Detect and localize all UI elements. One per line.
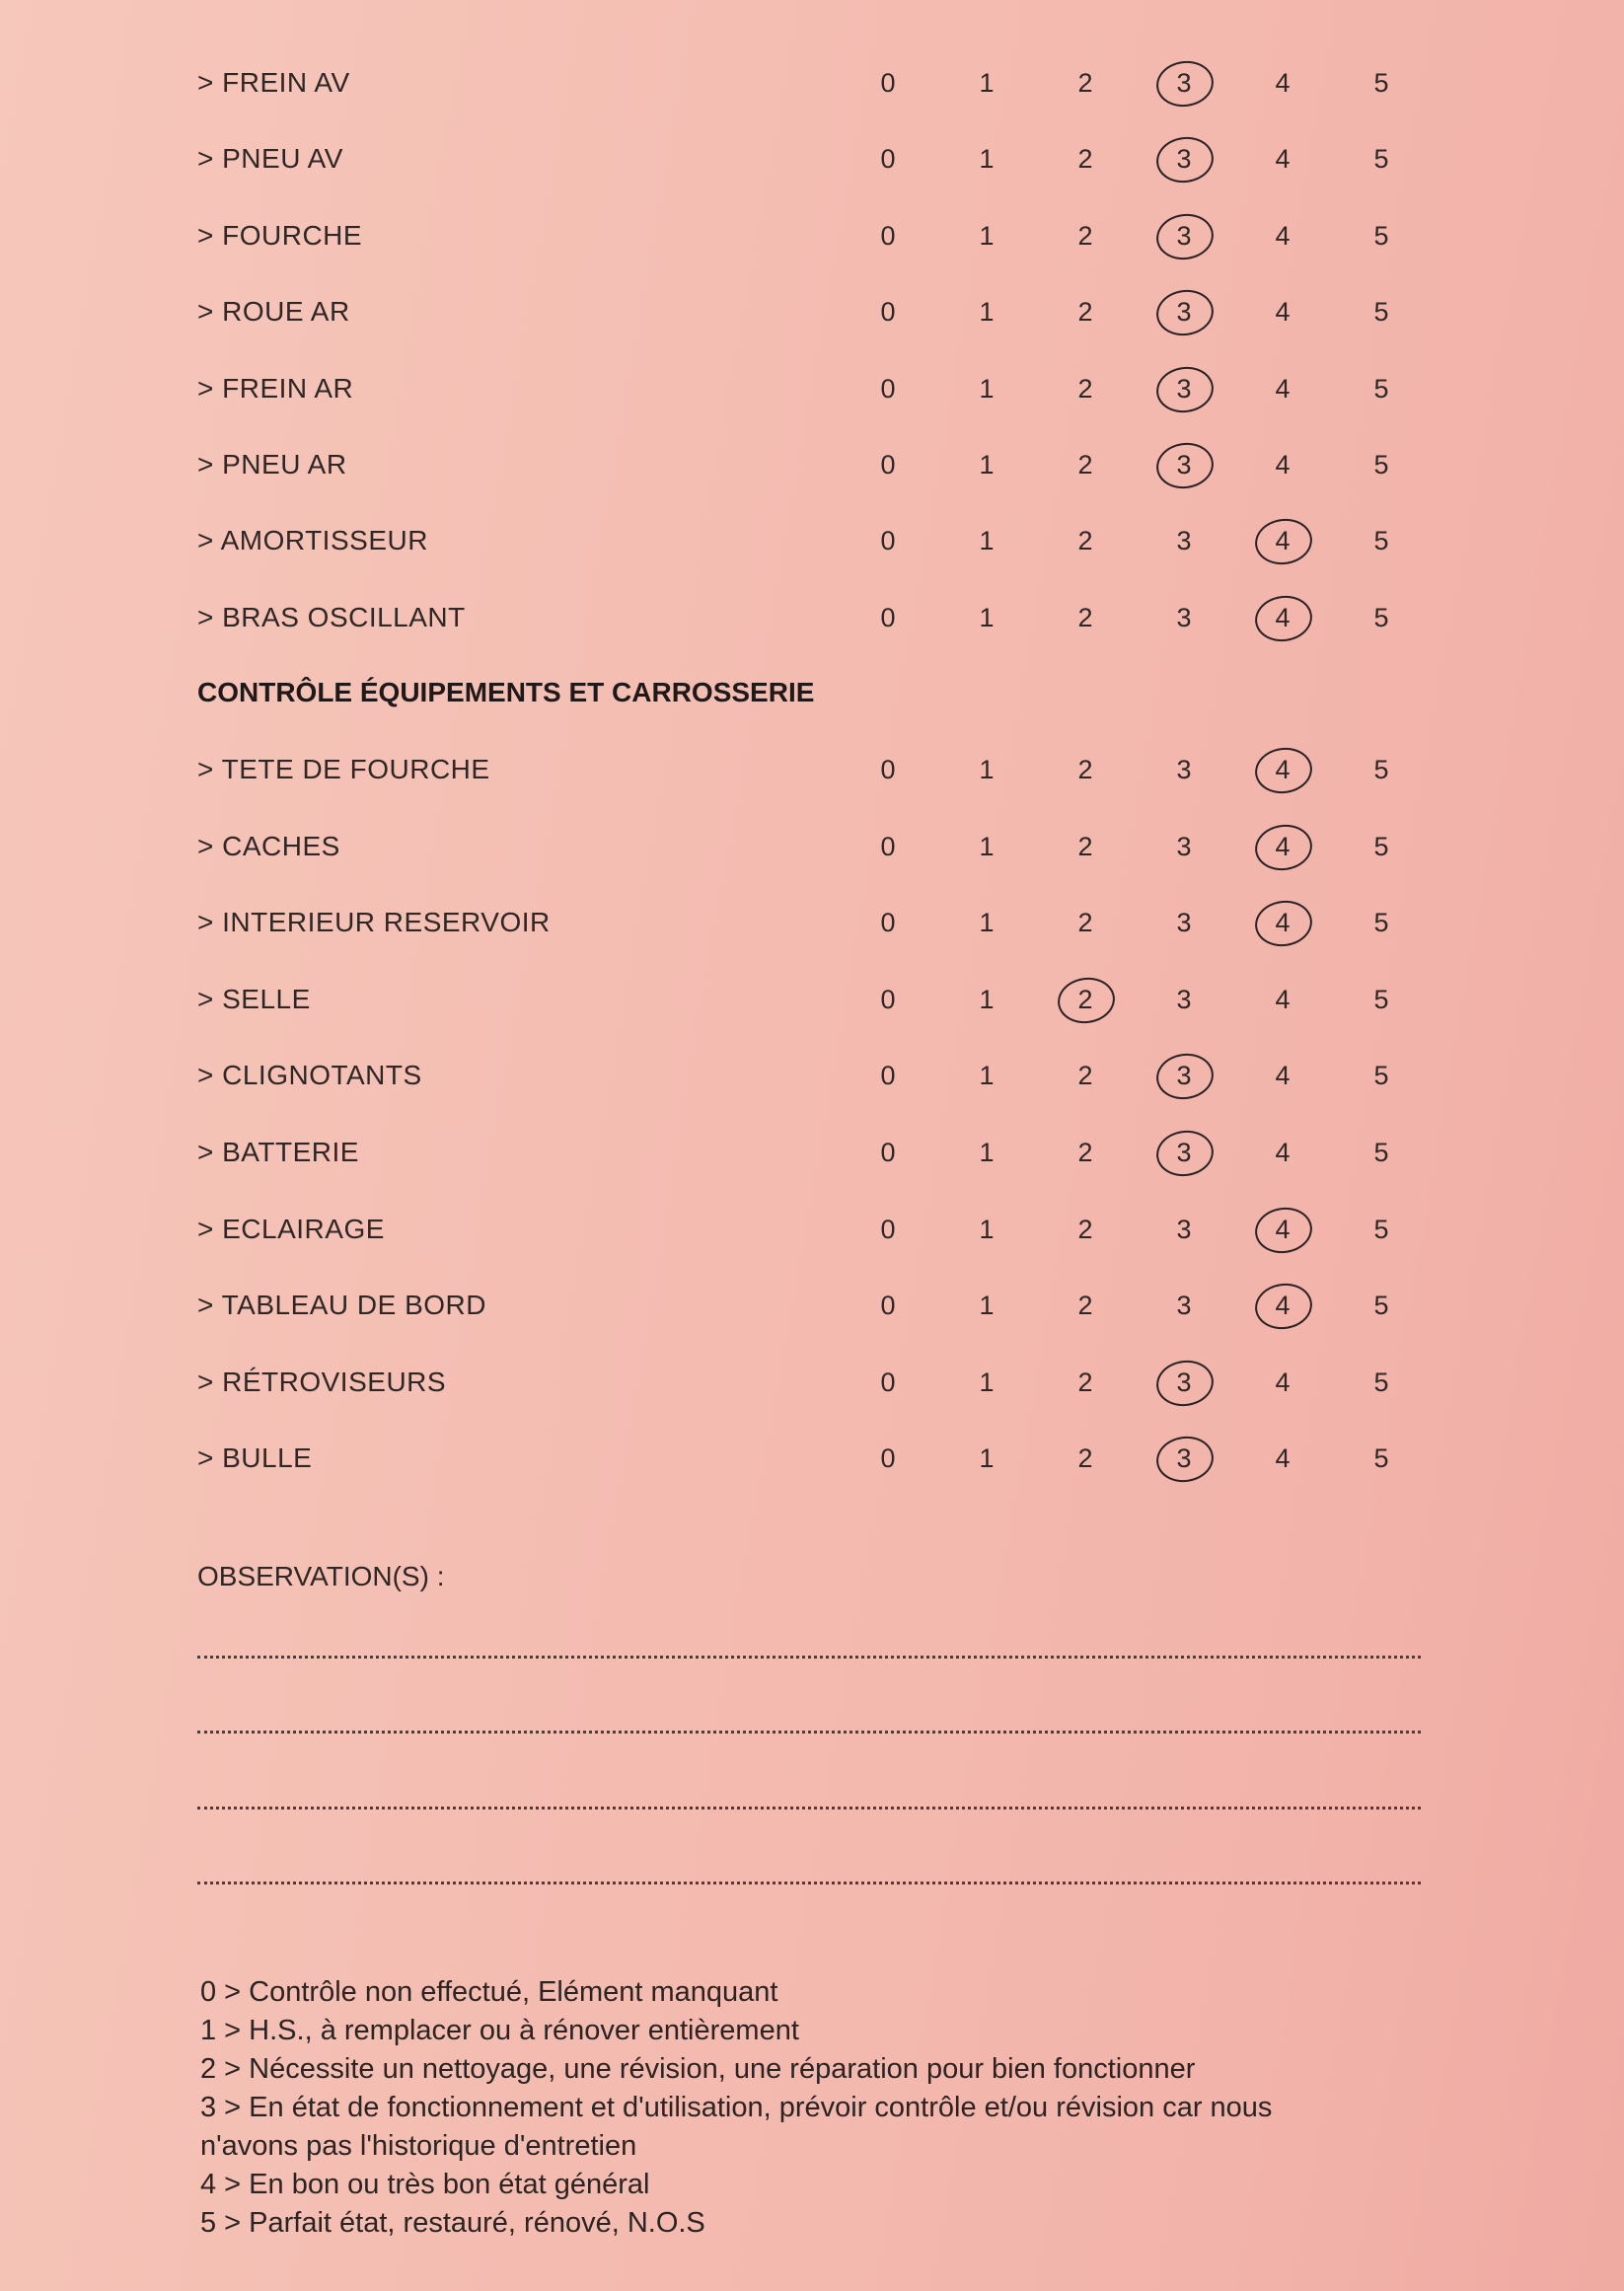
score-option[interactable]: 1 bbox=[979, 984, 995, 1014]
score-option[interactable]: 0 bbox=[880, 1291, 896, 1321]
legend-line-0: 0 > Contrôle non effectué, Elément manquant bbox=[200, 1976, 778, 2008]
score-option[interactable]: 3 bbox=[1176, 1214, 1192, 1244]
score-option[interactable]: 0 bbox=[880, 373, 896, 404]
rating-row bbox=[197, 53, 1440, 112]
rating-row bbox=[197, 893, 1440, 952]
score-option[interactable]: 0 bbox=[880, 1443, 896, 1474]
score-option[interactable]: 3 bbox=[1176, 526, 1192, 556]
score-option[interactable]: 0 bbox=[880, 1214, 896, 1244]
score-option[interactable]: 1 bbox=[979, 1061, 995, 1091]
rating-row-label: > FOURCHE bbox=[197, 219, 363, 251]
rating-row bbox=[197, 359, 1440, 418]
score-option[interactable]: 3 bbox=[1176, 755, 1192, 784]
rating-row bbox=[197, 435, 1440, 494]
score-option[interactable]: 0 bbox=[880, 1367, 896, 1397]
rating-row-label: > INTERIEUR RESERVOIR bbox=[197, 907, 551, 938]
score-option[interactable]: 5 bbox=[1373, 450, 1389, 480]
score-option[interactable]: 5 bbox=[1373, 1214, 1389, 1244]
score-option[interactable]: 1 bbox=[979, 526, 995, 556]
rating-row-label: > FREIN AR bbox=[197, 372, 354, 404]
score-option[interactable]: 5 bbox=[1373, 526, 1389, 556]
score-option-selected[interactable]: 4 bbox=[1253, 740, 1312, 799]
rating-row-label: > TABLEAU DE BORD bbox=[197, 1290, 486, 1321]
score-option-selected[interactable]: 3 bbox=[1154, 282, 1214, 341]
score-option[interactable]: 5 bbox=[1373, 984, 1389, 1014]
score-option[interactable]: 4 bbox=[1275, 297, 1291, 328]
score-option[interactable]: 0 bbox=[880, 526, 896, 556]
score-option[interactable]: 0 bbox=[880, 831, 896, 861]
score-option[interactable]: 2 bbox=[1077, 602, 1093, 632]
score-option[interactable]: 4 bbox=[1275, 1138, 1291, 1167]
observation-line-1[interactable] bbox=[197, 1656, 1421, 1659]
rating-row-label: > AMORTISSEUR bbox=[197, 525, 428, 556]
score-option[interactable]: 5 bbox=[1373, 1367, 1389, 1397]
score-option[interactable]: 5 bbox=[1373, 755, 1389, 784]
score-option[interactable]: 1 bbox=[979, 297, 995, 328]
score-option[interactable]: 5 bbox=[1373, 908, 1389, 938]
score-option[interactable]: 2 bbox=[1077, 373, 1093, 404]
observation-line-3[interactable] bbox=[197, 1807, 1421, 1810]
score-option[interactable]: 5 bbox=[1373, 1061, 1389, 1091]
score-option[interactable]: 1 bbox=[979, 373, 995, 404]
score-option[interactable]: 4 bbox=[1275, 984, 1291, 1014]
score-option[interactable]: 1 bbox=[979, 755, 995, 784]
legend-line-2: 2 > Nécessite un nettoyage, une révision, une réparation pour bien fonctionner bbox=[200, 2053, 1196, 2085]
score-option[interactable]: 1 bbox=[979, 1214, 995, 1244]
score-option-selected[interactable]: 3 bbox=[1154, 1046, 1214, 1105]
rating-row-label: > RÉTROVISEURS bbox=[197, 1366, 447, 1397]
score-option[interactable]: 0 bbox=[880, 220, 896, 251]
score-option[interactable]: 4 bbox=[1275, 373, 1291, 404]
rating-row-label: > FREIN AV bbox=[197, 67, 350, 98]
rating-row bbox=[197, 1429, 1440, 1488]
score-option[interactable]: 5 bbox=[1373, 1291, 1389, 1321]
legend-line-5: 5 > Parfait état, restauré, rénové, N.O.S bbox=[200, 2207, 705, 2239]
score-option[interactable]: 1 bbox=[979, 908, 995, 938]
legend-line-1: 1 > H.S., à remplacer ou à rénover entièrement bbox=[200, 2015, 799, 2046]
score-option[interactable]: 4 bbox=[1275, 68, 1291, 98]
observation-line-2[interactable] bbox=[197, 1731, 1421, 1734]
score-option[interactable]: 2 bbox=[1077, 68, 1093, 98]
score-option[interactable]: 5 bbox=[1373, 297, 1389, 328]
score-option[interactable]: 1 bbox=[979, 144, 995, 175]
rating-row bbox=[197, 970, 1440, 1029]
score-option[interactable]: 2 bbox=[1077, 450, 1093, 480]
score-option[interactable]: 5 bbox=[1373, 68, 1389, 98]
legend-line-3: 3 > En état de fonctionnement et d'utilisation, prévoir contrôle et/ou révision car nous bbox=[200, 2092, 1273, 2123]
score-option-selected[interactable]: 3 bbox=[1154, 129, 1214, 188]
rating-row-label: > TETE DE FOURCHE bbox=[197, 754, 490, 784]
rating-legend bbox=[200, 1973, 1434, 2243]
score-option[interactable]: 0 bbox=[880, 297, 896, 328]
rating-row-label: > ROUE AR bbox=[197, 296, 350, 328]
score-option[interactable]: 0 bbox=[880, 908, 896, 938]
rating-row bbox=[197, 817, 1440, 876]
score-option[interactable]: 2 bbox=[1077, 144, 1093, 175]
rating-row-label: > ECLAIRAGE bbox=[197, 1213, 385, 1244]
score-option[interactable]: 2 bbox=[1077, 220, 1093, 251]
score-option-selected[interactable]: 4 bbox=[1253, 511, 1312, 570]
score-option-selected[interactable]: 3 bbox=[1154, 359, 1214, 418]
observations-title: OBSERVATION(S) : bbox=[197, 1561, 445, 1591]
rating-row-label: > BULLE bbox=[197, 1442, 313, 1474]
score-option[interactable]: 4 bbox=[1275, 1443, 1291, 1474]
score-option[interactable]: 3 bbox=[1176, 602, 1192, 632]
score-option[interactable]: 2 bbox=[1077, 297, 1093, 328]
rating-row bbox=[197, 1200, 1440, 1259]
score-option[interactable]: 3 bbox=[1176, 831, 1192, 861]
score-option[interactable]: 1 bbox=[979, 1443, 995, 1474]
score-option[interactable]: 2 bbox=[1077, 755, 1093, 784]
rating-row-label: > BRAS OSCILLANT bbox=[197, 601, 466, 632]
score-option[interactable]: 3 bbox=[1176, 908, 1192, 938]
rating-row bbox=[197, 129, 1440, 188]
score-option[interactable]: 1 bbox=[979, 450, 995, 480]
section-title-equipements: CONTRÔLE ÉQUIPEMENTS ET CARROSSERIE bbox=[197, 677, 815, 707]
score-option[interactable]: 1 bbox=[979, 602, 995, 632]
score-option[interactable]: 2 bbox=[1077, 1138, 1093, 1167]
score-option[interactable]: 4 bbox=[1275, 1367, 1291, 1397]
rating-row bbox=[197, 206, 1440, 265]
score-option[interactable]: 4 bbox=[1275, 144, 1291, 175]
score-option[interactable]: 0 bbox=[880, 755, 896, 784]
rating-row-label: > PNEU AV bbox=[197, 143, 343, 175]
score-option[interactable]: 4 bbox=[1275, 1061, 1291, 1091]
score-option[interactable]: 0 bbox=[880, 984, 896, 1014]
score-option[interactable]: 1 bbox=[979, 1367, 995, 1397]
score-option[interactable]: 3 bbox=[1176, 984, 1192, 1014]
score-option[interactable]: 2 bbox=[1077, 1291, 1093, 1321]
rating-row bbox=[197, 282, 1440, 341]
score-option[interactable]: 2 bbox=[1077, 1443, 1093, 1474]
rating-row bbox=[197, 1123, 1440, 1182]
rating-row bbox=[197, 1046, 1440, 1105]
score-option[interactable]: 4 bbox=[1275, 450, 1291, 480]
rating-row bbox=[197, 1353, 1440, 1412]
score-option[interactable]: 5 bbox=[1373, 144, 1389, 175]
score-option[interactable]: 5 bbox=[1373, 1443, 1389, 1474]
score-option-selected[interactable]: 4 bbox=[1253, 1200, 1312, 1259]
score-option-selected[interactable]: 3 bbox=[1154, 1123, 1214, 1182]
score-option[interactable]: 1 bbox=[979, 220, 995, 251]
score-option[interactable]: 0 bbox=[880, 144, 896, 175]
score-option[interactable]: 5 bbox=[1373, 1138, 1389, 1167]
score-option-selected[interactable]: 3 bbox=[1154, 53, 1214, 112]
score-option[interactable]: 0 bbox=[880, 68, 896, 98]
score-option[interactable]: 4 bbox=[1275, 220, 1291, 251]
score-option[interactable]: 5 bbox=[1373, 220, 1389, 251]
score-option[interactable]: 2 bbox=[1077, 526, 1093, 556]
score-option-selected[interactable]: 3 bbox=[1154, 1353, 1214, 1412]
score-option-selected[interactable]: 3 bbox=[1154, 1429, 1214, 1488]
score-option[interactable]: 1 bbox=[979, 831, 995, 861]
score-option[interactable]: 2 bbox=[1077, 831, 1093, 861]
score-option[interactable]: 0 bbox=[880, 450, 896, 480]
score-option[interactable]: 2 bbox=[1077, 1214, 1093, 1244]
rating-row-label: > CLIGNOTANTS bbox=[197, 1060, 422, 1091]
score-option[interactable]: 0 bbox=[880, 1061, 896, 1091]
rating-row-label: > PNEU AR bbox=[197, 449, 347, 480]
score-option-selected[interactable]: 4 bbox=[1253, 588, 1312, 647]
score-option[interactable]: 5 bbox=[1373, 602, 1389, 632]
score-option-selected[interactable]: 4 bbox=[1253, 893, 1312, 952]
rating-row-label: > SELLE bbox=[197, 983, 311, 1014]
observation-line-4[interactable] bbox=[197, 1882, 1421, 1885]
score-option-selected[interactable]: 3 bbox=[1154, 435, 1214, 494]
score-option-selected[interactable]: 2 bbox=[1056, 970, 1115, 1029]
score-option-selected[interactable]: 3 bbox=[1154, 206, 1214, 265]
legend-line-4: 4 > En bon ou très bon état général bbox=[200, 2169, 650, 2200]
score-option[interactable]: 1 bbox=[979, 1291, 995, 1321]
rating-row bbox=[197, 1276, 1440, 1335]
rating-row-label: > BATTERIE bbox=[197, 1137, 359, 1167]
score-option-selected[interactable]: 4 bbox=[1253, 1276, 1312, 1335]
score-option[interactable]: 0 bbox=[880, 602, 896, 632]
score-option-selected[interactable]: 4 bbox=[1253, 817, 1312, 876]
rating-row-label: > CACHES bbox=[197, 830, 340, 861]
score-option[interactable]: 5 bbox=[1373, 373, 1389, 404]
score-option[interactable]: 2 bbox=[1077, 1367, 1093, 1397]
score-option[interactable]: 1 bbox=[979, 68, 995, 98]
rating-row bbox=[197, 740, 1440, 799]
legend-line-3-cont: n'avons pas l'historique d'entretien bbox=[200, 2130, 637, 2162]
rating-row bbox=[197, 511, 1440, 570]
score-option[interactable]: 2 bbox=[1077, 908, 1093, 938]
rating-row bbox=[197, 588, 1440, 647]
score-option[interactable]: 1 bbox=[979, 1138, 995, 1167]
score-option[interactable]: 3 bbox=[1176, 1291, 1192, 1321]
score-option[interactable]: 2 bbox=[1077, 1061, 1093, 1091]
score-option[interactable]: 0 bbox=[880, 1138, 896, 1167]
score-option[interactable]: 5 bbox=[1373, 831, 1389, 861]
